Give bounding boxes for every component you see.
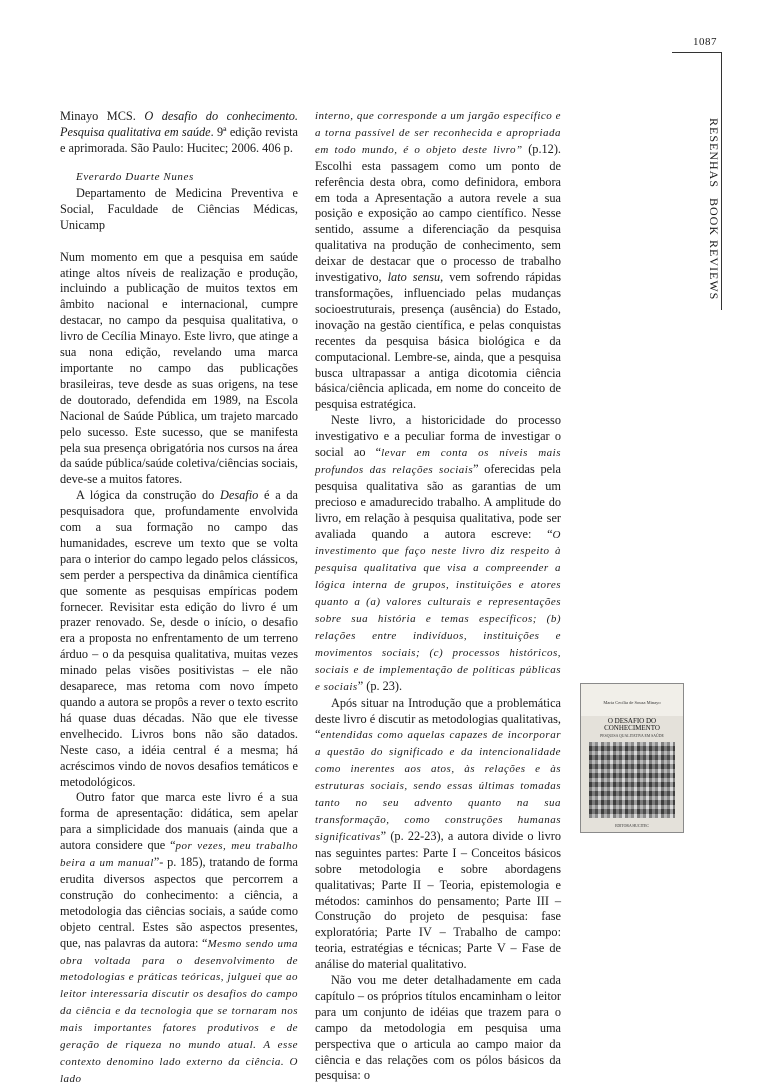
text: ” (p. 23).: [357, 678, 403, 693]
cover-artwork: [589, 742, 675, 818]
section-label: [706, 118, 721, 300]
reference-authors: Minayo MCS.: [60, 109, 145, 123]
paragraph-3: [60, 790, 298, 1087]
quote: entendidas como aquelas capazes de incorporar a questão do significado e da intencionalidade como inerentes aos atos, às relações e às estruturas sociais, sendo essas últimas tomadas tanto no seu advento quanto na sua transformação, como construções humanas significativas: [315, 729, 561, 843]
page-number: 1087: [693, 36, 717, 48]
text: ” oferecidas pela pesquisa qualitativa são as garantias de um precioso e amadurecido trabalho. A amplitude do livro, em relação à pesquisa qualitativa, pode ser avaliada quando a autora escreve: “: [315, 461, 561, 541]
section-label-pt: RESENHAS: [707, 118, 721, 189]
left-column: [60, 108, 298, 1088]
quote: interno, que corresponde a um jargão específico e a torna passível de ser reconhecida e apropriada em todo mundo, é o objeto deste livro”: [315, 110, 561, 156]
paragraph-6: [315, 696, 561, 973]
cover-author: Maria Cecília de Souza Minayo: [603, 700, 661, 705]
right-column: [315, 108, 561, 1084]
cover-publisher: EDITORA HUCITEC: [615, 824, 649, 828]
text: Neste livro, a historicidade do processo investigativo e a peculiar forma de investigar o social ao “: [315, 413, 561, 460]
cover-title: O DESAFIO DO CONHECIMENTO: [604, 717, 660, 732]
quote: por vezes, meu trabalho beira a um manual: [60, 840, 298, 870]
paragraph-4: [315, 108, 561, 413]
text: , vem sofrendo rápidas transformações, influenciado pelas mudanças socioestruturais, presença (ausência) do Estado, inovação na gestão científica, e pelas conquistas recentes da pesquisa básica biológica e da computacional. Lembre-se, ainda, que a pesquisa busca ultrapassar a antiga dicotomia ciência básica/ciência aplicada, em nome do conceito de pesquisa estratégica.: [315, 270, 561, 412]
header-rule: [672, 52, 722, 53]
reference-title: O desafio do conhecimento. Pesquisa qualitativa em saúde: [60, 109, 298, 139]
latin-term: lato sensu: [387, 270, 441, 285]
text: ”- p. 185), tratando de forma erudita diversos aspectos que percorrem a construção do conhecimento: a ciência, a metodologia das ciências sociais, a saúde como objeto central. Estes são aspectos presentes, que, nas palavras da autora: “: [60, 855, 298, 950]
quote: levar em conta os níveis mais profundos das relações sociais: [315, 447, 561, 476]
cover-subtitle: PESQUISA QUALITATIVA EM SAÚDE: [600, 734, 664, 738]
text: ” (p. 22-23), a autora divide o livro nas seguintes partes: Parte I – Conceitos básicos sobre metodologia e sobre abordagens qualitativas; Parte II – Teoria, epistemologia e métodos: caminhos do pensamento; Parte III – Construção do projeto de pesquisa: fase exploratória; Parte IV – Trabalho de campo: teoria, estratégias e técnicas; Parte V – Fase de análise do material qualitativo.: [315, 828, 561, 972]
text: é a da pesquisadora que, profundamente envolvida com a sua formação no campo das humanidades, escreve um texto que se volta para o interior do campo legado pelos clássicos, sem perder a perspectiva da dinâmica científica que somente as pesquisas empíricas podem fornecer. Revisitar esta edição do livro é um prazer renovado. Se, desde o início, o desafio era a proposta no enfrentamento de um terreno árduo – o da pesquisa qualitativa, muitas vezes minado pelas visões positivistas – ele não desaparece, mas retoma com novo ímpeto quando a autora se propôs a rever o texto escrito há quase duas décadas. Não que ele tivesse envelhecido. Livros bons não são datados. Neste caso, a idéia central é a mesma; há acréscimos vindo de novos desafios temáticos e metodológicos.: [60, 488, 298, 789]
paragraph-2: [60, 488, 298, 790]
reference-details: . 9ª edição revista e aprimorada. São Paulo: Hucitec; 2006. 406 p.: [60, 125, 299, 155]
side-rule: [721, 52, 722, 310]
text: Após situar na Introdução que a problemática deste livro é discutir as metodologias qualitativas, “: [315, 695, 561, 742]
quote: Mesmo sendo uma obra voltada para o desenvolvimento de metodologias e práticas teóricas, julguei que ao leitor interessaria discutir os desafios do campo da ciência e da tecnologia que se tornaram nos mais importantes fatores produtivos e de geração de riqueza no mundo atual. A esse contexto denomino lado externo da ciência. O lado: [60, 937, 298, 1085]
text: A lógica da construção do: [76, 488, 221, 503]
book-title-italic: Desafio: [220, 488, 259, 503]
paragraph-7: Não vou me deter detalhadamente em cada capítulo – os próprios títulos encaminham o leitor para um conjunto de idéias que trazem para o campo da metodologia em pesquisa uma perspectiva que o articula ao campo maior da ciência e das relações com os pólos básicos da pesquisa: o: [315, 973, 561, 1083]
reviewer-affiliation: Departamento de Medicina Preventiva e Social, Faculdade de Ciências Médicas, Unicamp: [60, 185, 298, 232]
text: (p.12). Escolhi esta passagem como um ponto de referência desta obra, como definidora, embora em toda a Apresentação a autora revele a sua posição e exposição ao campo científico. Nesse sentido, assume a diferenciação da pesquisa qualitativa na produção de conhecimento, sem deixar de destacar que o processo de trabalho investigativo,: [315, 141, 561, 285]
section-label-en: BOOK REVIEWS: [707, 198, 721, 301]
book-reference: [60, 108, 298, 156]
text: Outro fator que marca este livro é a sua forma de apresentação: didática, sem apelar para a simplicidade dos manuais (ainda que a autora considere que “: [60, 790, 298, 853]
reviewer-name: Everardo Duarte Nunes: [76, 171, 194, 183]
paragraph-5: [315, 413, 561, 695]
quote: O investimento que faço neste livro diz respeito à pesquisa qualitativa que visa a compreender a lógica interna de grupos, instituições e atores quanto a (a) valores culturais e representações sobre sua história e temas específicos; (b) relações entre indivíduos, instituições e movimentos sociais; (c) processos históricos, sociais e de implementação de políticas públicas e sociais: [315, 528, 561, 693]
book-cover-image: [580, 683, 684, 833]
paragraph-1: Num momento em que a pesquisa em saúde atinge altos níveis de realização e produção, incluindo a publicação de muitos textos em âmbito nacional e internacional, cumpre destacar, no campo da pesquisa qualitativa, o livro de Cecília Minayo. Este livro, que atinge a sua nona edição, revelando uma marca importante no campo das publicações brasileiras, teve desde as suas origens, na tese de doutorado, defendida em 1989, na Escola Nacional de Saúde Pública, um trajeto marcado pelo sucesso. Este sucesso, que se manifesta pela sua presença obrigatória nos cursos na área da saúde pública/saúde coletiva/ciências sociais, deve-se a muitos fatores.: [60, 249, 298, 487]
